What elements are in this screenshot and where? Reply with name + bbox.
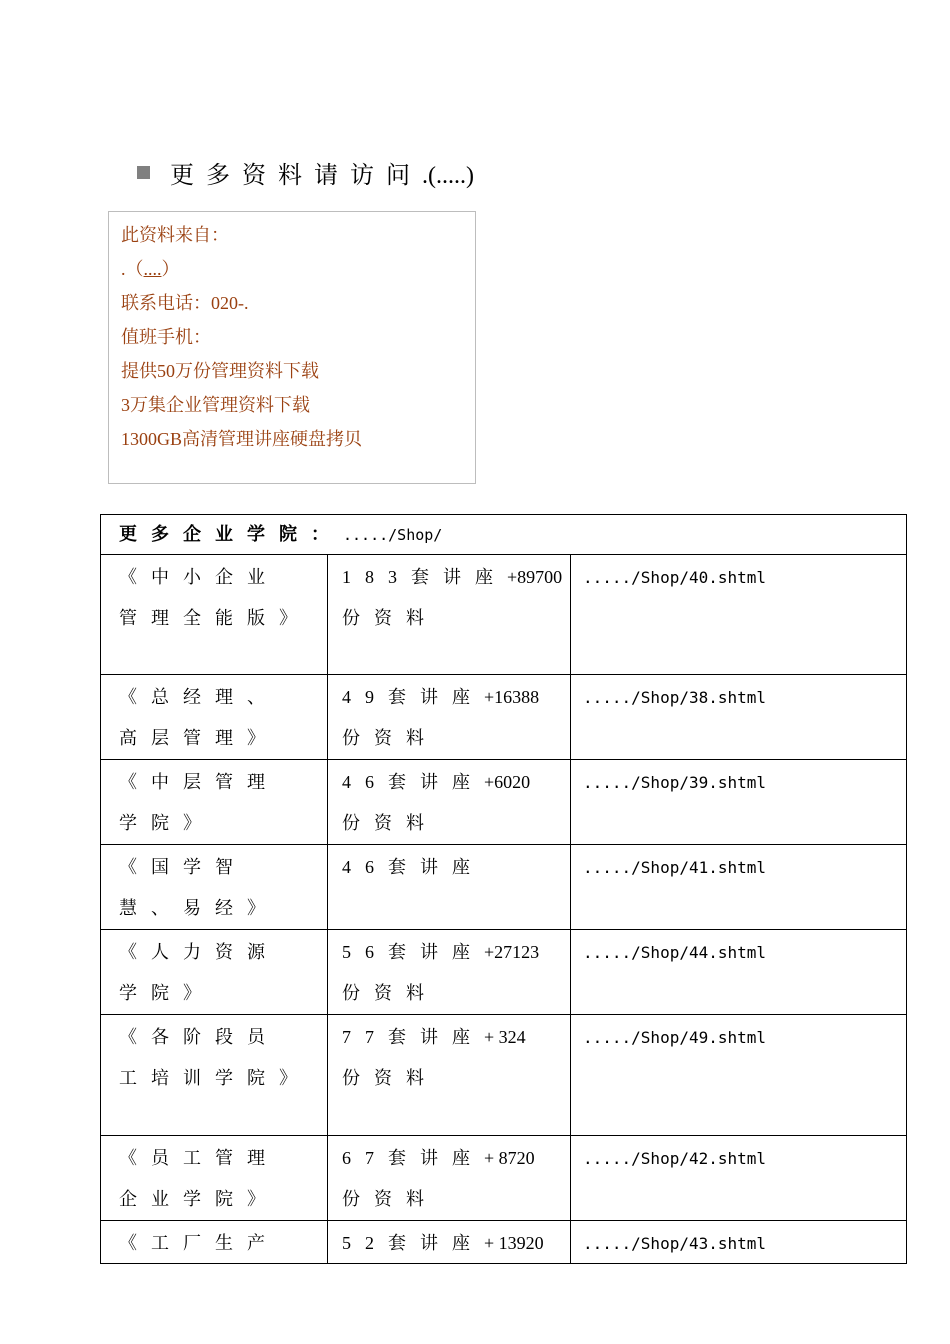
- heading-text: 更多资料请访问: [170, 163, 422, 189]
- course-url[interactable]: ...../Shop/39.shtml: [583, 773, 767, 792]
- header-title: 更多企业学院：: [119, 524, 343, 544]
- course-url[interactable]: ...../Shop/49.shtml: [583, 1028, 767, 1047]
- page-heading: [137, 158, 474, 194]
- source-info-box: [108, 211, 476, 484]
- link-suffix: ）: [161, 259, 180, 279]
- table-row: [101, 555, 907, 675]
- course-url[interactable]: ...../Shop/42.shtml: [583, 1149, 767, 1168]
- table-row: [101, 1136, 907, 1221]
- course-name: 《总经理、高层管理》: [119, 687, 279, 748]
- offer-line-1: 提供50万份管理资料下载: [121, 361, 319, 381]
- link-prefix: .（: [121, 259, 144, 279]
- course-count: 56套讲座+27123 份资料: [342, 942, 540, 1003]
- course-url[interactable]: ...../Shop/44.shtml: [583, 943, 767, 962]
- course-name: 《工厂生产: [119, 1233, 279, 1253]
- course-name: 《中层管理学院》: [119, 772, 279, 833]
- course-name: 《员工管理企业学院》: [119, 1148, 279, 1209]
- course-name: 《中小企业管理全能版》: [119, 567, 311, 628]
- course-name: 《人力资源学院》: [119, 942, 279, 1003]
- course-count: 46套讲座: [342, 857, 484, 877]
- table-header-cell: [101, 515, 907, 555]
- course-url[interactable]: ...../Shop/41.shtml: [583, 858, 767, 877]
- table-row: [101, 845, 907, 930]
- table-row: [101, 760, 907, 845]
- offer-line-3: 1300GB高清管理讲座硬盘拷贝: [121, 429, 363, 449]
- course-count: 52套讲座+ 13920: [342, 1233, 544, 1253]
- course-url[interactable]: ...../Shop/43.shtml: [583, 1234, 767, 1253]
- course-count: 46套讲座+6020 份资料: [342, 772, 531, 833]
- source-link-line: [121, 252, 463, 286]
- course-name: 《各阶段员工培训学院》: [119, 1027, 311, 1088]
- course-count: 77套讲座+ 324 份资料: [342, 1027, 526, 1088]
- square-bullet-icon: [137, 166, 150, 179]
- phone-line: 联系电话：020-.: [121, 293, 249, 313]
- course-count: 49套讲座+16388 份资料: [342, 687, 540, 748]
- shop-table: [100, 514, 907, 1264]
- table-row: [101, 1221, 907, 1264]
- course-url[interactable]: ...../Shop/38.shtml: [583, 688, 767, 707]
- heading-url[interactable]: .(.....): [422, 163, 474, 189]
- mobile-line: 值班手机：: [121, 327, 211, 347]
- header-url[interactable]: ...../Shop/: [343, 526, 443, 544]
- table-header-row: [101, 515, 907, 555]
- course-count: 67套讲座+ 8720 份资料: [342, 1148, 535, 1209]
- offer-line-2: 3万集企业管理资料下载: [121, 395, 310, 415]
- course-count: 183套讲座+89700 份资料: [342, 567, 563, 628]
- source-link[interactable]: ....: [143, 259, 162, 279]
- table-row: [101, 675, 907, 760]
- course-url[interactable]: ...../Shop/40.shtml: [583, 568, 767, 587]
- table-row: [101, 930, 907, 1015]
- source-label: 此资料来自：: [121, 225, 229, 245]
- course-name: 《国学智慧、易经》: [119, 857, 279, 918]
- table-row: [101, 1015, 907, 1136]
